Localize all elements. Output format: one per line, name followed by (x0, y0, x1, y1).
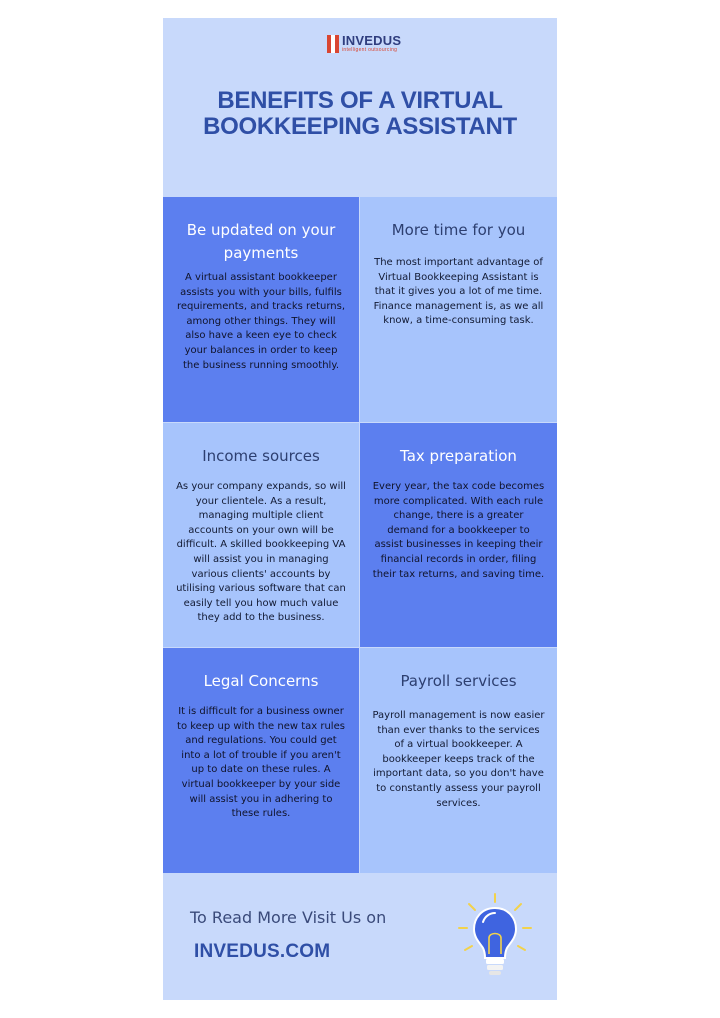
benefit-heading: Payroll services (400, 672, 517, 690)
invedus-logo-icon (327, 35, 339, 53)
brand-text (342, 34, 401, 53)
header (163, 18, 557, 196)
benefit-body: The most important advantage of Virtual Bookkeeping Assistant is that it gives you a lot of me time. Finance management is, as we all know, a time-consuming task. (373, 257, 544, 327)
brand-logo[interactable] (327, 34, 401, 53)
benefit-card-income (163, 423, 359, 647)
page-title (163, 88, 557, 140)
title-line-1: BENEFITS OF A VIRTUAL (217, 87, 503, 114)
benefit-card-tax (360, 423, 557, 647)
footer (163, 874, 557, 1000)
benefit-heading: Legal Concerns (203, 672, 319, 690)
brand-name: INVEDUS (342, 33, 402, 48)
benefit-heading: More time for you (391, 221, 526, 239)
benefit-body: Every year, the tax code becomes more complicated. With each rule change, there is a greater demand for a bookkeeper to assist businesses in keeping their financial records in order, filing their tax returns, and saving time. (372, 481, 545, 580)
benefit-body: As your company expands, so will your clientele. As a result, managing multiple client accounts on your own will be difficult. A skilled bookkeeping VA will assist you in managing various clients' accounts by utilising various software that can easily tell you how much value they add to the business. (176, 481, 346, 624)
benefit-heading: Tax preparation (400, 447, 517, 465)
benefit-body: It is difficult for a business owner to keep up with the new tax rules and regulations. You could get into a lot of trouble if you aren't up to date on these rules. A virtual bookkeeper by your side will assist you in adhering to these rules. (177, 706, 345, 820)
website-link[interactable]: INVEDUS.COM (194, 941, 331, 962)
benefit-card-legal (163, 648, 359, 873)
benefit-heading: Income sources (202, 447, 320, 465)
title-line-2: BOOKKEEPING ASSISTANT (203, 113, 517, 140)
benefit-card-payments (163, 197, 359, 422)
benefits-grid (163, 197, 557, 873)
infographic (163, 18, 557, 1000)
brand-tagline: intelligent outsourcing (342, 47, 398, 53)
lightbulb-icon (455, 892, 535, 982)
benefit-body: Payroll management is now easier than ever thanks to the services of a virtual bookkeeper. A bookkeeper keeps track of the important data, so you don't have to constantly assess your payroll services. (372, 710, 545, 809)
benefit-card-payroll (360, 648, 557, 873)
footer-cta: To Read More Visit Us on (190, 908, 387, 927)
benefit-body: A virtual assistant bookkeeper assists you with your bills, fulfils requirements, and tracks returns, among other things. They will also have a keen eye to check your balances in order to keep the business running smoothly. (176, 272, 346, 371)
benefit-card-time (360, 197, 557, 422)
benefit-heading: Be updated on your payments (186, 221, 336, 262)
